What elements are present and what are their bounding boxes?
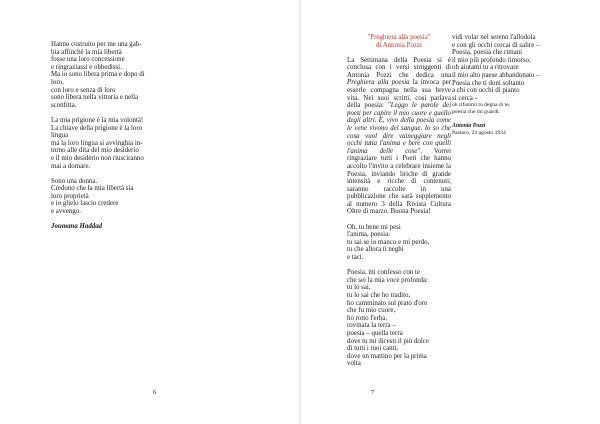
poem-line: e taci. — [347, 254, 364, 262]
article-intro — [347, 57, 451, 216]
poem-line: il mio più profondo rimorso, — [452, 56, 531, 64]
poem-line: loro, — [51, 78, 64, 86]
page-number-right: 7 — [371, 389, 375, 396]
poem-line: Poesia, mi confesso con te — [347, 269, 420, 277]
poem-line: dove un mattino per la prima — [347, 352, 427, 360]
page-fold — [299, 0, 301, 424]
intro-text-2: la invoca per esserle compagna nella sua breve vita. Nei suoi scritti, così parlava della poesia: — [347, 79, 451, 110]
signature-author: Antonia Pozzi — [452, 123, 486, 130]
poem-line: Poesia che ti doni soltanto — [452, 79, 525, 87]
article-title — [347, 34, 451, 50]
poem-line: il mio alto paese abbandonato – — [452, 71, 540, 79]
poem-line: volta — [347, 360, 361, 368]
poem-line: si cerca – — [452, 94, 479, 102]
poem-line: Oh, tu bene mi pesi — [347, 223, 401, 231]
poem-line: e con gli occhi cercai di salire – — [452, 41, 540, 49]
poem-line: ho rotto l'erba, — [347, 314, 388, 322]
poem-line: tu lo sai, — [347, 284, 371, 292]
poem-author: Joumana Haddad — [51, 223, 103, 231]
poem-line: che sei la mia voce profonda: — [347, 276, 428, 284]
poem-line: La mia prigione è la mia volontà! — [51, 116, 144, 124]
poem-line: e il mio desiderio non riusciranno — [51, 154, 144, 162]
poem-line: sono libera nella vittoria e nella — [51, 94, 139, 102]
left-page-poem — [51, 41, 169, 231]
intro-emphasis-1: Preghiera alla poesia — [347, 79, 410, 87]
poem-stanza-1 — [51, 41, 169, 109]
article-title-line-2: di Antonia Pozzi — [376, 41, 422, 49]
poem-line: Ma io sono libera prima e dopo di — [51, 71, 145, 79]
poem-line: sconfitta. — [51, 101, 77, 109]
signature-place-date: Pasturo, 23 agosto 1934 — [452, 130, 506, 137]
poem-line: bia affinché la mia libertà — [51, 48, 122, 56]
poem-line: e ringraziassi e obbedissi. — [51, 63, 122, 71]
poem-line: a chi con occhi di pianto — [452, 87, 520, 95]
poem-line: Hanno costruito per me una gab- — [51, 41, 142, 48]
poem-line: tu sai se io manco e mi perdo, — [347, 238, 430, 246]
poem-line: dove tu mi dicesti il più dolce — [347, 337, 429, 345]
poem-line-small: poesia che mi guardi. — [452, 109, 500, 116]
poem-line: ho camminato sul prato d'oro — [347, 299, 428, 307]
poem-line: loro proprietà — [51, 192, 89, 200]
poem-line: e avvengo. — [51, 208, 81, 216]
poem-line: mai a domare. — [51, 162, 91, 170]
poem-line: tu lo sai che ho tradito, — [347, 292, 411, 299]
poem-line: di tutti i tuoi canti, — [347, 345, 399, 353]
poem-stanza-2 — [51, 117, 169, 170]
poem-line: torno alle dita del mio desiderio — [51, 147, 139, 155]
intro-text-1: La Settimana della Poesia si è conclusa con i versi struggenti di Antonia Pozzi che dedica una — [347, 56, 451, 79]
poem-line: rovinata la terra – — [347, 322, 396, 330]
prayer-stanza-1 — [347, 224, 451, 262]
intro-text-3: . Vorrei ringraziare tutti i Poeti che hanno accolto l'invito a celebrare insieme la Poesia, inviando liriche di grande intensità e ricche di contenuti; saranno raccolte in una pubblicazione che sarà supplemento al numero 3 della Rivista Cultura Oltre di marzo. Buona Poesia! — [347, 147, 451, 216]
poem-line: con loro e senza di loro — [51, 86, 116, 94]
poem-line: vidi volar nel sereno l'allodola — [452, 34, 536, 41]
poem-stanza-3 — [51, 178, 169, 216]
poem-line: fosse una loro concessione — [51, 56, 125, 64]
poem-line: tu che allora ti neghi — [347, 246, 404, 254]
poem-line: Credono che la mia libertà sia — [51, 185, 134, 193]
poem-line-small: oh rifammi tu degna di te, — [452, 102, 511, 109]
poem-line: che fu mio cuore, — [347, 307, 396, 315]
intro-quote: "Leggo le parole dei poeti per capire il mio cuore e quello degli altri. E, vivo della poesia come le vene vivono del sangue. Io so che cosa vuol dire vaineggiare negli occhi tutta l'anima e bere con quelli l'anima delle cose" — [347, 102, 451, 155]
article-title-line-1: "Preghiera alla poesia" — [367, 34, 431, 41]
poem-line: lingua — [51, 132, 69, 140]
poem-line: e io glielo lascio credere — [51, 200, 119, 208]
right-page-poem-continued — [452, 34, 540, 137]
poem-line: Poesia, poesia che rimani — [452, 49, 523, 57]
prayer-stanza-2 — [347, 269, 451, 368]
poem-line: La chiave della prigione è la loro — [51, 124, 143, 132]
poem-line: ma la loro lingua si avvinghia in- — [51, 139, 143, 147]
poem-line: Sono una donna. — [51, 177, 98, 185]
poem-line: poesia – quella terra — [347, 329, 403, 337]
poem-line: oh aiutami tu a ritrovare — [452, 64, 519, 72]
right-page-article — [347, 34, 451, 368]
page-number-left: 6 — [153, 389, 157, 396]
poem-line: l'anima, poesia: — [347, 231, 390, 239]
